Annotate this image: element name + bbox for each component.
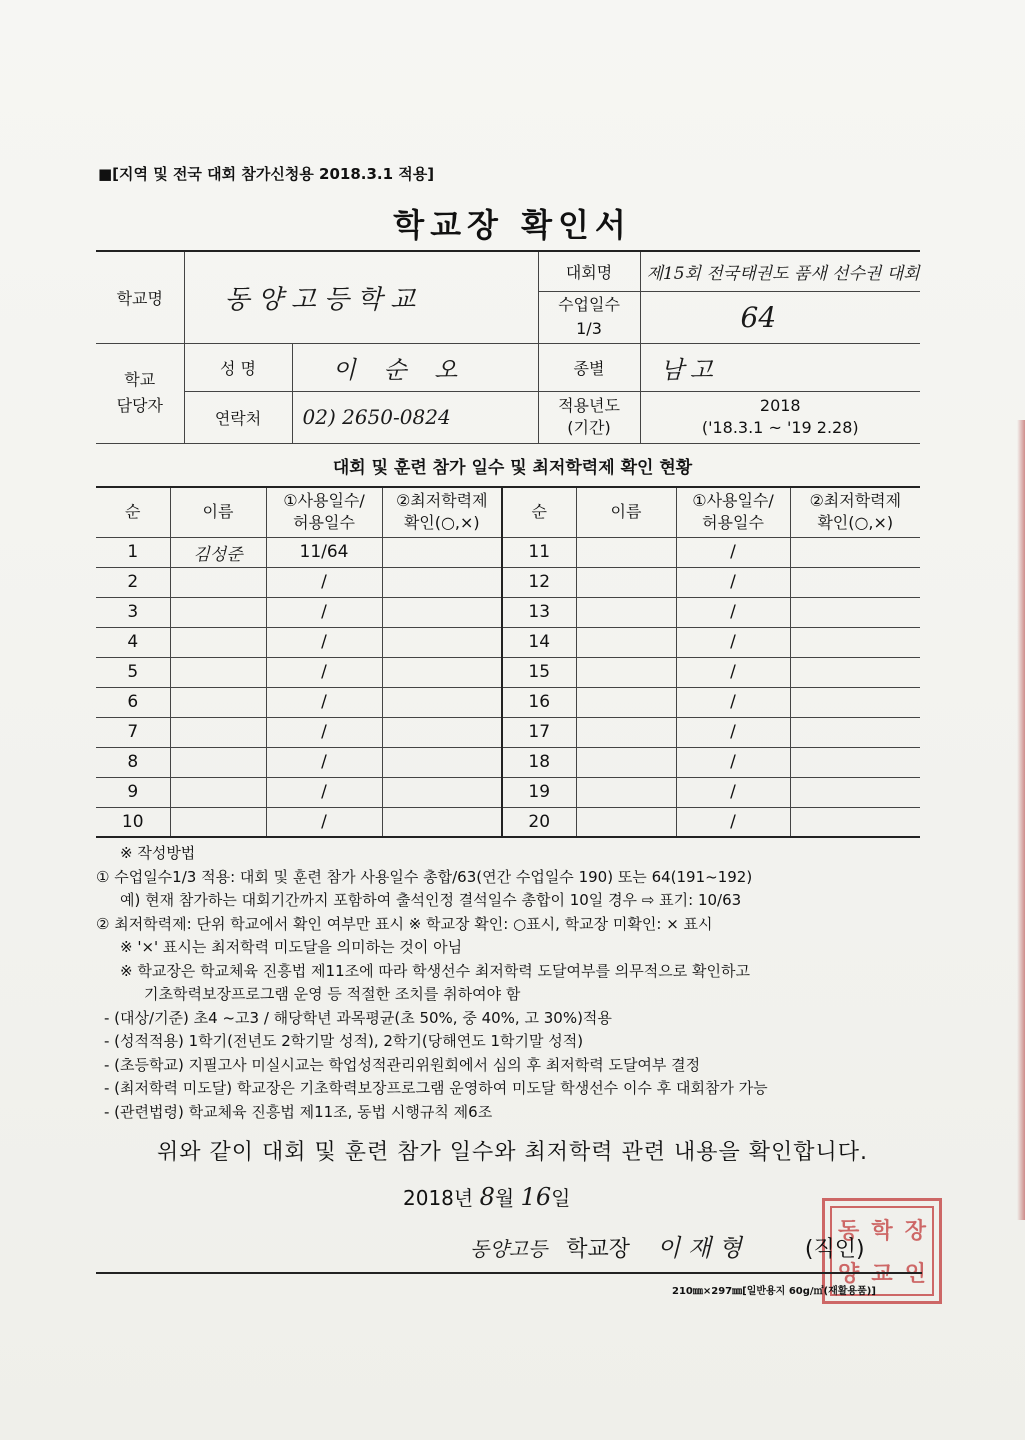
row-days: 11/64 bbox=[266, 537, 382, 567]
row-no: 6 bbox=[96, 687, 170, 717]
row-no: 2 bbox=[96, 567, 170, 597]
header-min-2: ②최저학력제 확인(○,×) bbox=[790, 487, 920, 537]
event-value: 제15회 전국태권도 품새 선수권 대회 bbox=[640, 251, 920, 291]
row-min-check-2 bbox=[790, 687, 920, 717]
table-row bbox=[96, 687, 920, 717]
row-days-2: / bbox=[676, 627, 790, 657]
header-name: 이름 bbox=[170, 487, 266, 537]
row-no: 1 bbox=[96, 537, 170, 567]
row-days: / bbox=[266, 657, 382, 687]
row-min-check bbox=[382, 657, 502, 687]
row-no-2: 14 bbox=[502, 627, 576, 657]
year-value: 2018 ('18.3.1 ~ '19 2.28) bbox=[640, 391, 920, 443]
type-value: 남고 bbox=[640, 343, 920, 391]
table-row bbox=[96, 537, 920, 567]
row-no-2: 17 bbox=[502, 717, 576, 747]
row-days: / bbox=[266, 687, 382, 717]
row-days-2: / bbox=[676, 537, 790, 567]
row-name-2 bbox=[576, 687, 676, 717]
row-days-2: / bbox=[676, 747, 790, 777]
row-min-check bbox=[382, 597, 502, 627]
row-min-check-2 bbox=[790, 537, 920, 567]
contact-label: 연락처 bbox=[184, 391, 292, 443]
paper-spec-note: 210㎜×297㎜[일반용지 60g/㎡(재활용품)] bbox=[672, 1286, 876, 1297]
date-day: 16 bbox=[520, 1183, 552, 1211]
row-name bbox=[170, 777, 266, 807]
row-days: / bbox=[266, 627, 382, 657]
note-line: ※ 작성방법 bbox=[120, 844, 196, 862]
table-row bbox=[96, 627, 920, 657]
table-row bbox=[96, 657, 920, 687]
red-edge-stain bbox=[1017, 420, 1025, 1220]
row-min-check-2 bbox=[790, 567, 920, 597]
row-name-2 bbox=[576, 717, 676, 747]
instructions bbox=[96, 842, 936, 1124]
document-title: 학교장 확인서 bbox=[393, 206, 632, 244]
name-label: 성 명 bbox=[184, 343, 292, 391]
row-name-2 bbox=[576, 807, 676, 837]
table-row bbox=[96, 747, 920, 777]
contact-value: 02) 2650-0824 bbox=[292, 391, 538, 443]
participation-table bbox=[96, 486, 920, 838]
row-name bbox=[170, 687, 266, 717]
seal-label: (직인) bbox=[804, 1237, 865, 1262]
row-no: 8 bbox=[96, 747, 170, 777]
header-days-2: ①사용일수/ 허용일수 bbox=[676, 487, 790, 537]
row-min-check-2 bbox=[790, 777, 920, 807]
row-days-2: / bbox=[676, 807, 790, 837]
row-min-check bbox=[382, 807, 502, 837]
table-body bbox=[96, 537, 920, 837]
row-min-check bbox=[382, 777, 502, 807]
row-min-check-2 bbox=[790, 807, 920, 837]
row-no: 10 bbox=[96, 807, 170, 837]
seal-characters: 동 학 장 양 교 인 bbox=[830, 1206, 934, 1296]
row-days: / bbox=[266, 717, 382, 747]
table-row bbox=[96, 567, 920, 597]
header-no-2: 순 bbox=[502, 487, 576, 537]
table-row bbox=[96, 717, 920, 747]
note-line: - (관련법령) 학교체육 진흥법 제11조, 동법 시행규칙 제6조 bbox=[104, 1102, 493, 1121]
row-no-2: 18 bbox=[502, 747, 576, 777]
row-name-2 bbox=[576, 537, 676, 567]
row-min-check bbox=[382, 687, 502, 717]
signature-role: 학교장 bbox=[566, 1237, 631, 1262]
row-days-2: / bbox=[676, 777, 790, 807]
note-line: ② 최저학력제: 단위 학교에서 확인 여부만 표시 ※ 학교장 확인: ○표시, 학교장 미확인: × 표시 bbox=[96, 914, 713, 933]
date-month: 8 bbox=[479, 1183, 495, 1211]
row-name bbox=[170, 597, 266, 627]
row-min-check-2 bbox=[790, 627, 920, 657]
name-value: 이 순 오 bbox=[292, 343, 538, 391]
row-name-2 bbox=[576, 777, 676, 807]
row-name bbox=[170, 747, 266, 777]
type-label: 종별 bbox=[538, 343, 640, 391]
row-min-check-2 bbox=[790, 717, 920, 747]
row-name-2 bbox=[576, 657, 676, 687]
row-days-2: / bbox=[676, 597, 790, 627]
row-days-2: / bbox=[676, 717, 790, 747]
row-name bbox=[170, 627, 266, 657]
row-min-check bbox=[382, 717, 502, 747]
row-days-2: / bbox=[676, 567, 790, 597]
confirm-statement: 위와 같이 대회 및 훈련 참가 일수와 최저학력 관련 내용을 확인합니다. bbox=[157, 1140, 868, 1165]
row-min-check bbox=[382, 627, 502, 657]
date-line bbox=[403, 1182, 570, 1211]
row-name bbox=[170, 807, 266, 837]
date-day-unit: 일 bbox=[551, 1186, 571, 1210]
note-line: ① 수업일수1/3 적용: 대회 및 훈련 참가 사용일수 총합/63(연간 수업일수 190) 또는 64(191~192) bbox=[96, 867, 753, 886]
note-line: ※ '×' 표시는 최저학력 미도달을 의미하는 것이 아님 bbox=[120, 938, 463, 956]
bottom-rule bbox=[96, 1272, 922, 1274]
table-title: 대회 및 훈련 참가 일수 및 최저학력제 확인 현황 bbox=[332, 458, 693, 478]
row-min-check-2 bbox=[790, 747, 920, 777]
note-line: - (초등학교) 지필고사 미실시교는 학업성적관리위원회에서 심의 후 최저학력 도달여부 결정 bbox=[104, 1055, 701, 1074]
row-no-2: 13 bbox=[502, 597, 576, 627]
row-no: 5 bbox=[96, 657, 170, 687]
row-no-2: 19 bbox=[502, 777, 576, 807]
note-line: - (대상/기준) 초4 ~고3 / 해당학년 과목평균(초 50%, 중 40%, 고 30%)적용 bbox=[104, 1008, 612, 1027]
row-min-check bbox=[382, 567, 502, 597]
header-days: ①사용일수/ 허용일수 bbox=[266, 487, 382, 537]
row-no-2: 11 bbox=[502, 537, 576, 567]
table-row bbox=[96, 807, 920, 837]
header-no: 순 bbox=[96, 487, 170, 537]
row-name: 김성준 bbox=[170, 537, 266, 567]
header-note: ■[지역 및 전국 대회 참가신청용 2018.3.1 적용] bbox=[98, 165, 435, 183]
row-name-2 bbox=[576, 567, 676, 597]
row-days-2: / bbox=[676, 687, 790, 717]
row-min-check-2 bbox=[790, 657, 920, 687]
table-row bbox=[96, 777, 920, 807]
event-label: 대회명 bbox=[538, 251, 640, 291]
signature-name: 이 재 형 bbox=[657, 1234, 742, 1262]
school-value: 동양고등학교 bbox=[184, 251, 538, 343]
row-days: / bbox=[266, 597, 382, 627]
table-header-row bbox=[96, 487, 920, 537]
note-line: - (성적적용) 1학기(전년도 2학기말 성적), 2학기(당해연도 1학기말 성적) bbox=[104, 1032, 584, 1050]
signature-line bbox=[470, 1228, 865, 1263]
school-label: 학교명 bbox=[96, 251, 184, 343]
row-no-2: 20 bbox=[502, 807, 576, 837]
table-row bbox=[96, 597, 920, 627]
signature-school: 동양고등 bbox=[470, 1237, 548, 1261]
row-name bbox=[170, 717, 266, 747]
row-no: 7 bbox=[96, 717, 170, 747]
row-days-2: / bbox=[676, 657, 790, 687]
row-min-check-2 bbox=[790, 597, 920, 627]
row-no-2: 16 bbox=[502, 687, 576, 717]
header-name-2: 이름 bbox=[576, 487, 676, 537]
teacher-label: 학교 담당자 bbox=[96, 343, 184, 443]
row-no: 9 bbox=[96, 777, 170, 807]
row-no: 3 bbox=[96, 597, 170, 627]
note-line: 예) 현재 참가하는 대회기간까지 포함하여 출석인정 결석일수 총합이 10일 경우 ⇨ 표기: 10/63 bbox=[120, 891, 742, 909]
row-days: / bbox=[266, 807, 382, 837]
row-no-2: 12 bbox=[502, 567, 576, 597]
row-no: 4 bbox=[96, 627, 170, 657]
date-year: 2018년 bbox=[403, 1186, 474, 1210]
info-table bbox=[96, 250, 920, 444]
year-label: 적용년도 (기간) bbox=[538, 391, 640, 443]
row-name-2 bbox=[576, 597, 676, 627]
date-month-unit: 월 bbox=[494, 1186, 515, 1210]
row-days: / bbox=[266, 567, 382, 597]
row-min-check bbox=[382, 537, 502, 567]
row-name bbox=[170, 567, 266, 597]
note-line: - (최저학력 미도달) 학교장은 기초학력보장프로그램 운영하여 미도달 학생선수 이수 후 대회참가 가능 bbox=[104, 1079, 768, 1097]
row-name-2 bbox=[576, 627, 676, 657]
header-min: ②최저학력제 확인(○,×) bbox=[382, 487, 502, 537]
days-value: 64 bbox=[640, 291, 920, 343]
row-no-2: 15 bbox=[502, 657, 576, 687]
row-min-check bbox=[382, 747, 502, 777]
days-label: 수업일수 1/3 bbox=[538, 291, 640, 343]
row-days: / bbox=[266, 777, 382, 807]
note-line: ※ 학교장은 학교체육 진흥법 제11조에 따라 학생선수 최저학력 도달여부를 의무적으로 확인하고 bbox=[120, 961, 750, 980]
row-name bbox=[170, 657, 266, 687]
row-days: / bbox=[266, 747, 382, 777]
row-name-2 bbox=[576, 747, 676, 777]
note-line: 기초학력보장프로그램 운영 등 적절한 조치를 취하여야 함 bbox=[144, 985, 521, 1003]
